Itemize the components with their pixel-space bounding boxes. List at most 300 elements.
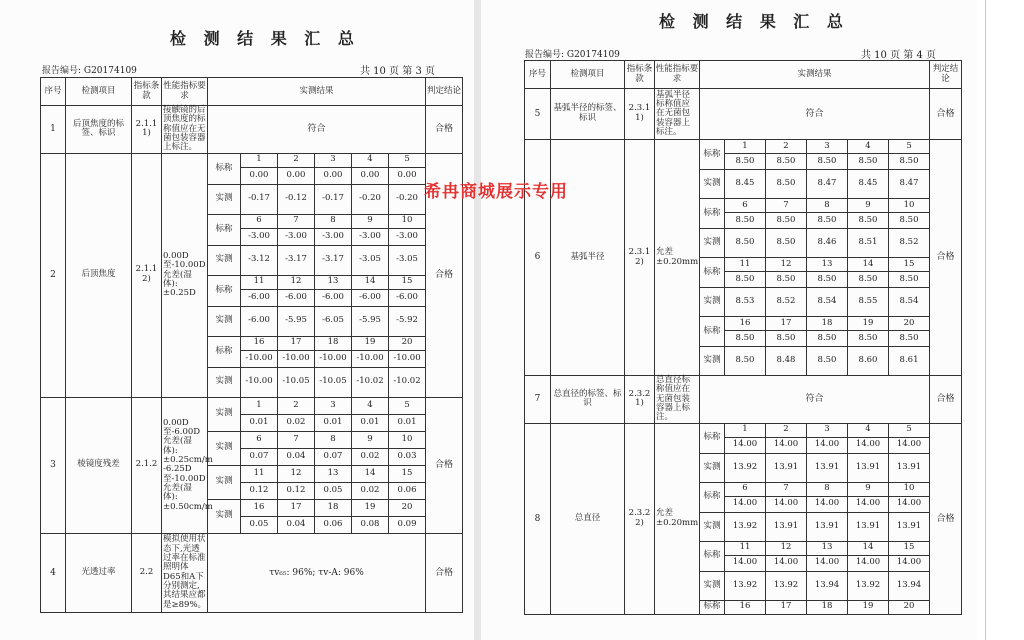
nominal-value: 8.50 [807, 213, 848, 229]
sample-index: 6 [725, 482, 766, 496]
measured-value: 13.92 [725, 453, 766, 482]
nominal-value: -6.00 [352, 289, 389, 306]
measured-value: -0.17 [315, 184, 352, 214]
nominal-label: 标称 [208, 336, 241, 367]
nominal-value: -3.00 [389, 228, 426, 245]
measured-value: 8.50 [725, 229, 766, 258]
sample-index: 20 [889, 600, 930, 614]
sample-index: 15 [389, 465, 426, 482]
sample-index: 1 [725, 140, 766, 154]
header-verdict: 判定结论 [930, 61, 962, 89]
sample-index: 12 [278, 465, 315, 482]
measured-value: 8.61 [889, 347, 930, 376]
measured-label: 实测 [208, 306, 241, 336]
sample-index: 10 [389, 214, 426, 228]
nominal-label: 标称 [700, 541, 725, 571]
row-result: 符合 [208, 106, 426, 154]
sample-index: 4 [352, 397, 389, 414]
nominal-value: 8.50 [807, 154, 848, 170]
row-requirement: 模拟使用状态下,光透过率在标准照明体D65和A下分别测定,其结果应都是≥89%。 [162, 533, 208, 612]
nominal-value: 8.50 [725, 213, 766, 229]
nominal-value: 14.00 [725, 555, 766, 571]
measured-label: 实测 [700, 512, 725, 541]
measured-value: 13.92 [725, 512, 766, 541]
measured-value: 0.07 [241, 448, 278, 465]
row-item: 基弧半径的标签、标识 [551, 89, 625, 140]
table-row [41, 397, 463, 414]
sample-index: 12 [766, 258, 807, 272]
nominal-value: 8.50 [725, 272, 766, 288]
nominal-value: -3.00 [278, 228, 315, 245]
nominal-value: -3.00 [241, 228, 278, 245]
measured-value: -10.05 [315, 367, 352, 397]
sample-index: 12 [766, 541, 807, 555]
sample-index: 14 [848, 258, 889, 272]
nominal-value: 0.00 [352, 167, 389, 184]
sample-index: 9 [848, 482, 889, 496]
nominal-value: 8.50 [725, 331, 766, 347]
nominal-value: -10.00 [352, 350, 389, 367]
nominal-value: 14.00 [889, 555, 930, 571]
sample-index: 15 [889, 541, 930, 555]
measured-value: 8.52 [889, 229, 930, 258]
nominal-label: 标称 [208, 214, 241, 245]
sample-index: 11 [725, 541, 766, 555]
measured-value: 13.91 [889, 512, 930, 541]
measured-value: -3.17 [315, 245, 352, 275]
measured-label: 实测 [700, 170, 725, 199]
sample-index: 1 [725, 423, 766, 437]
sample-index: 15 [889, 258, 930, 272]
sample-index: 1 [241, 153, 278, 167]
measured-value: 8.50 [725, 347, 766, 376]
nominal-value: 0.00 [278, 167, 315, 184]
sample-index: 11 [241, 465, 278, 482]
sample-index: 18 [315, 499, 352, 516]
measured-value: 13.91 [807, 453, 848, 482]
sample-index: 12 [278, 275, 315, 289]
sample-index: 19 [352, 499, 389, 516]
measured-value: -5.95 [278, 306, 315, 336]
measured-value: -3.17 [278, 245, 315, 275]
measured-value: 0.08 [352, 516, 389, 533]
row-verdict: 合格 [426, 153, 463, 397]
sample-index: 3 [315, 153, 352, 167]
measured-value: 13.94 [807, 571, 848, 600]
sample-index: 18 [807, 600, 848, 614]
sample-index: 9 [848, 199, 889, 213]
sample-index: 20 [389, 336, 426, 350]
sample-index: 5 [389, 397, 426, 414]
report-number: 报告编号: G20174109 [525, 50, 620, 60]
measured-value: 0.09 [389, 516, 426, 533]
measured-value: -6.00 [241, 306, 278, 336]
row-clause: 2.3.2 2) [625, 423, 655, 614]
row-seq: 7 [525, 376, 551, 424]
header-requirement: 性能指标要求 [655, 61, 700, 89]
measured-label: 实测 [700, 571, 725, 600]
measured-value: 0.06 [389, 482, 426, 499]
measured-value: -3.05 [352, 245, 389, 275]
sample-index: 18 [807, 317, 848, 331]
nominal-value: -10.00 [278, 350, 315, 367]
nominal-value: 8.50 [766, 213, 807, 229]
sample-index: 15 [389, 275, 426, 289]
nominal-label: 标称 [700, 258, 725, 288]
header-seq: 序号 [525, 61, 551, 89]
measured-value: 13.91 [766, 453, 807, 482]
row-clause: 2.3.1 2) [625, 140, 655, 376]
table-row [525, 376, 962, 424]
page-gutter [474, 0, 481, 640]
results-table-left [40, 77, 463, 613]
nominal-value: 8.50 [889, 331, 930, 347]
measured-value: -10.00 [241, 367, 278, 397]
sample-index: 17 [766, 317, 807, 331]
measured-value: -5.95 [352, 306, 389, 336]
measured-value: 8.48 [766, 347, 807, 376]
table-row [41, 153, 463, 167]
sample-index: 19 [352, 336, 389, 350]
measured-value: 0.01 [315, 414, 352, 431]
measured-value: 13.91 [889, 453, 930, 482]
row-requirement: 允差 ±0.20mm [655, 423, 700, 614]
sample-index: 13 [315, 465, 352, 482]
sample-index: 16 [725, 600, 766, 614]
sample-index: 5 [889, 140, 930, 154]
sample-index: 7 [766, 199, 807, 213]
row-clause: 2.2 [132, 533, 162, 612]
sample-index: 10 [889, 482, 930, 496]
measured-value: -0.17 [241, 184, 278, 214]
nominal-value: 8.50 [766, 272, 807, 288]
measured-value: 8.51 [848, 229, 889, 258]
row-item: 基弧半径 [551, 140, 625, 376]
sample-index: 8 [315, 431, 352, 448]
row-clause: 2.3.1 1) [625, 89, 655, 140]
sample-index: 14 [352, 465, 389, 482]
measured-value: 8.54 [807, 288, 848, 317]
page-indicator: 共 10 页 第 4 页 [861, 50, 936, 61]
measured-value: 8.54 [889, 288, 930, 317]
measured-value: -0.20 [352, 184, 389, 214]
row-requirement: 0.00D至-6.00D允差(湿体): ±0.25cm/m -6.25D至-10.00D允差(湿体): ±0.50cm/m [162, 397, 208, 533]
sample-index: 1 [241, 397, 278, 414]
sample-index: 13 [807, 258, 848, 272]
row-result: 符合 [700, 376, 930, 424]
measured-label: 实测 [208, 397, 241, 431]
measured-value: 13.94 [889, 571, 930, 600]
nominal-value: 8.50 [766, 331, 807, 347]
nominal-value: 8.50 [889, 213, 930, 229]
header-requirement: 性能指标要求 [162, 78, 208, 106]
table-row [525, 89, 962, 140]
sample-index: 6 [725, 199, 766, 213]
measured-value: 0.05 [315, 482, 352, 499]
nominal-value: 8.50 [725, 154, 766, 170]
nominal-value: 14.00 [889, 496, 930, 512]
nominal-value: 8.50 [889, 154, 930, 170]
row-requirement: 允差 ±0.20mm [655, 140, 700, 376]
nominal-value: 0.00 [389, 167, 426, 184]
nominal-value: -3.00 [352, 228, 389, 245]
row-clause: 2.1.2 [132, 397, 162, 533]
measured-value: 8.50 [766, 229, 807, 258]
sample-index: 16 [241, 336, 278, 350]
nominal-value: 14.00 [807, 555, 848, 571]
row-requirement: 总直径标称值应在无菌包装容器上标注。 [655, 376, 700, 424]
measured-value: 0.12 [241, 482, 278, 499]
measured-value: 13.92 [848, 571, 889, 600]
measured-value: -3.05 [389, 245, 426, 275]
row-item: 总直径的标签、标识 [551, 376, 625, 424]
sample-index: 7 [766, 482, 807, 496]
measured-value: 13.91 [807, 512, 848, 541]
measured-label: 实测 [208, 245, 241, 275]
sample-index: 10 [389, 431, 426, 448]
sample-index: 8 [807, 482, 848, 496]
sample-index: 16 [241, 499, 278, 516]
measured-label: 实测 [208, 465, 241, 499]
measured-value: 0.12 [278, 482, 315, 499]
sample-index: 10 [889, 199, 930, 213]
measured-value: 8.45 [725, 170, 766, 199]
nominal-label: 标称 [700, 317, 725, 347]
sample-index: 20 [389, 499, 426, 516]
header-clause: 指标条款 [132, 78, 162, 106]
row-item: 棱镜度残差 [66, 397, 132, 533]
nominal-value: 8.50 [848, 213, 889, 229]
measured-value: 0.02 [278, 414, 315, 431]
table-row [525, 423, 962, 437]
measured-value: -10.05 [278, 367, 315, 397]
measured-value: 8.60 [848, 347, 889, 376]
report-number: 报告编号: G20174109 [42, 66, 137, 76]
measured-value: -6.05 [315, 306, 352, 336]
page-edge [985, 0, 986, 640]
table-row [525, 140, 962, 154]
sample-index: 17 [278, 336, 315, 350]
nominal-value: 14.00 [848, 496, 889, 512]
row-seq: 6 [525, 140, 551, 376]
row-verdict: 合格 [930, 376, 962, 424]
nominal-value: 14.00 [725, 496, 766, 512]
sample-index: 17 [766, 600, 807, 614]
measured-label: 实测 [208, 184, 241, 214]
row-seq: 3 [41, 397, 66, 533]
row-seq: 1 [41, 106, 66, 154]
nominal-value: 14.00 [766, 555, 807, 571]
measured-value: 13.91 [848, 453, 889, 482]
sample-index: 16 [725, 317, 766, 331]
nominal-value: -3.00 [315, 228, 352, 245]
nominal-value: -10.00 [315, 350, 352, 367]
sample-index: 3 [315, 397, 352, 414]
sample-index: 14 [848, 541, 889, 555]
row-requirement: 接触镜的后顶焦度的标称值应在无菌包装容器上标注。 [163, 105, 206, 153]
row-result: 符合 [700, 89, 930, 140]
measured-value: 0.03 [389, 448, 426, 465]
report-page-3 [0, 0, 474, 640]
nominal-value: 14.00 [766, 437, 807, 453]
row-verdict: 合格 [930, 423, 962, 614]
nominal-value: 14.00 [807, 437, 848, 453]
nominal-value: 14.00 [807, 496, 848, 512]
row-seq: 4 [41, 533, 66, 612]
row-seq: 5 [525, 89, 551, 140]
measured-label: 实测 [700, 347, 725, 376]
sample-index: 14 [352, 275, 389, 289]
measured-value: 8.53 [725, 288, 766, 317]
sample-index: 9 [352, 214, 389, 228]
header-verdict: 判定结论 [426, 78, 463, 106]
nominal-label: 标称 [208, 275, 241, 306]
sample-index: 17 [278, 499, 315, 516]
measured-value: 8.47 [807, 170, 848, 199]
nominal-value: 14.00 [848, 437, 889, 453]
nominal-value: 8.50 [807, 272, 848, 288]
measured-value: 0.07 [315, 448, 352, 465]
measured-value: 8.52 [766, 288, 807, 317]
sample-index: 20 [889, 317, 930, 331]
nominal-value: 8.50 [807, 331, 848, 347]
measured-label: 实测 [208, 431, 241, 465]
measured-label: 实测 [208, 367, 241, 397]
header-item: 检测项目 [66, 78, 132, 106]
row-verdict: 合格 [426, 397, 463, 533]
sample-index: 6 [241, 431, 278, 448]
header-result: 实测结果 [208, 78, 426, 106]
row-verdict: 合格 [426, 533, 463, 612]
sample-index: 9 [352, 431, 389, 448]
measured-value: -3.12 [241, 245, 278, 275]
sample-index: 4 [848, 140, 889, 154]
measured-value: -10.02 [352, 367, 389, 397]
measured-value: 0.01 [389, 414, 426, 431]
nominal-label: 标称 [700, 423, 725, 453]
nominal-value: 8.50 [766, 154, 807, 170]
nominal-value: 8.50 [848, 272, 889, 288]
measured-value: 13.91 [848, 512, 889, 541]
sample-index: 13 [315, 275, 352, 289]
watermark-text: 希冉商城展示专用 [424, 182, 568, 202]
sample-index: 2 [766, 140, 807, 154]
nominal-value: -10.00 [241, 350, 278, 367]
measured-label: 实测 [700, 453, 725, 482]
row-verdict: 合格 [930, 140, 962, 376]
nominal-value: -6.00 [241, 289, 278, 306]
row-clause: 2.1.1 2) [132, 153, 162, 397]
nominal-value: 14.00 [848, 555, 889, 571]
sample-index: 19 [848, 317, 889, 331]
row-clause: 2.1.1 1) [132, 106, 162, 154]
measured-value: 8.50 [807, 347, 848, 376]
table-header-row [41, 78, 463, 106]
row-result: τv₆₅: 96%; τv-A: 96% [208, 533, 426, 612]
row-item: 后顶焦度的标签、标识 [66, 106, 132, 154]
row-item: 光透过率 [66, 533, 132, 612]
row-clause: 2.3.2 1) [625, 376, 655, 424]
measured-value: 0.04 [278, 448, 315, 465]
sample-index: 5 [389, 153, 426, 167]
measured-value: 13.91 [766, 512, 807, 541]
sample-index: 2 [766, 423, 807, 437]
nominal-value: 8.50 [889, 272, 930, 288]
nominal-value: 8.50 [848, 154, 889, 170]
sample-index: 8 [807, 199, 848, 213]
nominal-value: -6.00 [389, 289, 426, 306]
sample-index: 3 [807, 140, 848, 154]
sample-index: 8 [315, 214, 352, 228]
measured-value: -0.12 [278, 184, 315, 214]
table-row [41, 533, 463, 612]
nominal-value: 14.00 [766, 496, 807, 512]
header-item: 检测项目 [551, 61, 625, 89]
measured-value: 0.01 [352, 414, 389, 431]
results-table-right [524, 60, 962, 615]
nominal-value: 14.00 [725, 437, 766, 453]
measured-value: 8.50 [766, 170, 807, 199]
table-row [41, 106, 463, 154]
header-seq: 序号 [41, 78, 66, 106]
sample-index: 4 [352, 153, 389, 167]
measured-value: 13.92 [725, 571, 766, 600]
measured-value: 0.01 [241, 414, 278, 431]
measured-value: 8.55 [848, 288, 889, 317]
measured-value: 0.04 [278, 516, 315, 533]
sample-index: 4 [848, 423, 889, 437]
sample-index: 2 [278, 153, 315, 167]
page-title: 检 测 结 果 汇 总 [659, 12, 849, 31]
row-requirement: 基弧半径标称值应在无菌包装容器上标注。 [655, 89, 700, 140]
measured-value: 8.47 [889, 170, 930, 199]
measured-value: -10.02 [389, 367, 426, 397]
row-verdict: 合格 [426, 106, 463, 154]
measured-value: 0.06 [315, 516, 352, 533]
sample-index: 6 [241, 214, 278, 228]
row-seq: 2 [41, 153, 66, 397]
measured-label: 实测 [208, 499, 241, 533]
sample-index: 13 [807, 541, 848, 555]
sample-index: 5 [889, 423, 930, 437]
page-title: 检 测 结 果 汇 总 [170, 29, 360, 48]
sample-index: 11 [241, 275, 278, 289]
nominal-label: 标称 [208, 153, 241, 184]
nominal-label: 标称 [700, 140, 725, 170]
row-item: 总直径 [551, 423, 625, 614]
header-clause: 指标条款 [625, 61, 655, 89]
table-header-row [525, 61, 962, 89]
measured-value: 0.05 [241, 516, 278, 533]
header-result: 实测结果 [700, 61, 930, 89]
nominal-label: 标称 [700, 199, 725, 229]
sample-index: 2 [278, 397, 315, 414]
sample-index: 11 [725, 258, 766, 272]
sample-index: 19 [848, 600, 889, 614]
nominal-value: -10.00 [389, 350, 426, 367]
measured-value: 0.02 [352, 448, 389, 465]
row-item: 后顶焦度 [66, 153, 132, 397]
nominal-label: 标称 [700, 600, 725, 614]
nominal-value: 0.00 [315, 167, 352, 184]
measured-value: 0.02 [352, 482, 389, 499]
row-requirement: 0.00D至-10.00D允差(湿体): ±0.25D [162, 153, 208, 397]
nominal-value: -6.00 [315, 289, 352, 306]
sample-index: 3 [807, 423, 848, 437]
measured-value: -0.20 [389, 184, 426, 214]
measured-label: 实测 [700, 229, 725, 258]
measured-value: -5.92 [389, 306, 426, 336]
